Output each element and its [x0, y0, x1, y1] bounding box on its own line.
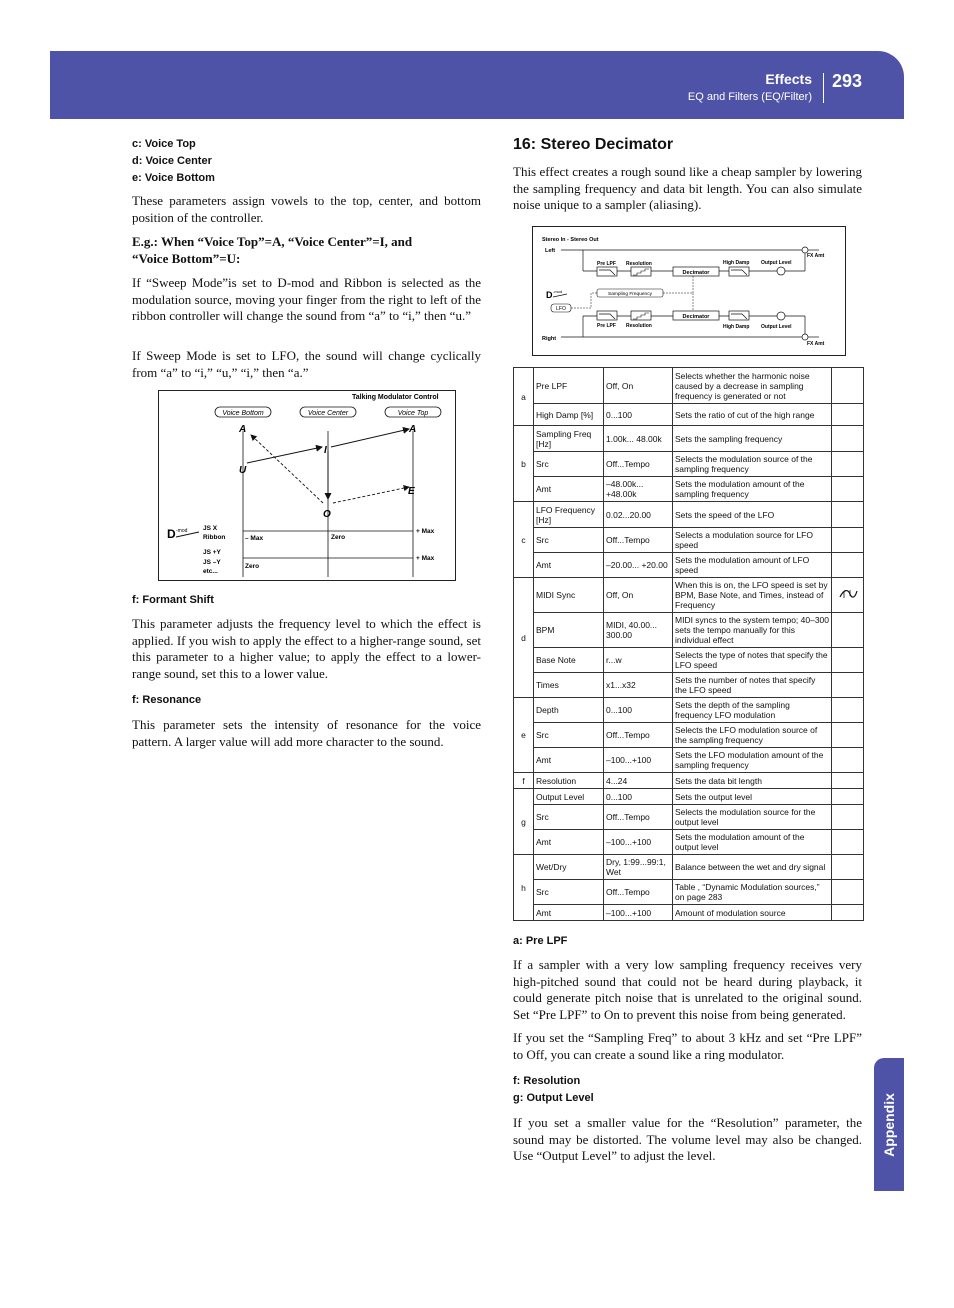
bottom-pre-lpf-label: Pre LPF — [597, 323, 616, 329]
appendix-tab-label: Appendix — [881, 1092, 897, 1157]
param-desc-cell: Sets the depth of the sampling frequency LFO modulation — [673, 698, 832, 723]
label-zero-1: Zero — [331, 534, 346, 541]
src-ribbon: Ribbon — [203, 534, 226, 541]
param-value-cell: 0...100 — [604, 789, 673, 805]
icon-cell — [832, 613, 864, 648]
voice-bottom-label: Voice Bottom — [222, 410, 264, 417]
dmod-d-diagram: D — [546, 290, 553, 300]
param-name-cell: Amt — [534, 477, 604, 502]
dmod-d: D — [167, 527, 176, 541]
vowel-a-left: A — [239, 424, 247, 435]
param-value-cell: Off...Tempo — [604, 723, 673, 748]
param-value-cell: r...w — [604, 648, 673, 673]
param-desc-cell: Sets the modulation amount of the output level — [673, 830, 832, 855]
param-name-cell: Amt — [534, 830, 604, 855]
section-title: Effects — [765, 71, 812, 87]
table-row — [514, 905, 864, 921]
table-row — [514, 673, 864, 698]
arrow-o-to-a — [251, 435, 323, 503]
top-output-level-knob — [777, 267, 785, 275]
formant-shift-text: This parameter adjusts the frequency level to which the effect is applied. If you wish to apply the effect to a higher-range sound, set this parameter to a higher value; to apply the effect to a lower-range sound, set this to a lower value. — [132, 616, 481, 681]
dmod-sub-diagram: -mod — [553, 289, 563, 294]
formant-shift-heading: f: Formant Shift — [132, 594, 214, 606]
param-name-cell: Resolution — [534, 773, 604, 789]
param-desc-cell: Sets the number of notes that specify the LFO speed — [673, 673, 832, 698]
param-desc-cell: MIDI syncs to the system tempo; 40–300 sets the tempo manually for this individual effect — [673, 613, 832, 648]
talking-modulator-svg — [159, 391, 455, 580]
icon-cell — [832, 502, 864, 528]
icon-cell — [832, 698, 864, 723]
param-name-cell: Times — [534, 673, 604, 698]
icon-cell — [832, 426, 864, 452]
table-row — [514, 426, 864, 452]
param-name-cell: Amt — [534, 905, 604, 921]
param-desc-cell: Selects the LFO modulation source of the sampling frequency — [673, 723, 832, 748]
param-value-cell: x1...x32 — [604, 673, 673, 698]
table-row — [514, 404, 864, 426]
param-name-cell: Depth — [534, 698, 604, 723]
param-value-cell: MIDI, 40.00... 300.00 — [604, 613, 673, 648]
table-row — [514, 528, 864, 553]
top-output-level-label: Output Level — [761, 260, 792, 266]
bottom-high-damp-block — [729, 311, 749, 320]
param-name-cell: Output Level — [534, 789, 604, 805]
icon-cell — [832, 789, 864, 805]
table-row — [514, 648, 864, 673]
param-name-cell: Src — [534, 528, 604, 553]
param-name-cell: Src — [534, 805, 604, 830]
param-name-cell: Amt — [534, 748, 604, 773]
heading-voice-top: c: Voice Top — [132, 138, 196, 150]
voice-params-text: These parameters assign vowels to the top, center, and bottom position of the controller. — [132, 193, 481, 225]
top-resolution-label: Resolution — [626, 261, 652, 267]
arrow-u-to-i — [247, 447, 322, 463]
header-divider — [823, 73, 824, 103]
group-cell: d — [514, 578, 534, 698]
resolution-output-text: If you set a smaller value for the “Resolution” parameter, the sound may be distorted. The volume level may also be changed. Use “Output Level” to adjust the level. — [513, 1115, 862, 1163]
table-row — [514, 880, 864, 905]
label-minus-max: – Max — [245, 535, 264, 542]
icon-cell — [832, 404, 864, 426]
bottom-resolution-label: Resolution — [626, 323, 652, 329]
right-label: Right — [542, 336, 557, 342]
lfo-mod-line — [571, 293, 597, 308]
param-name-cell: LFO Frequency [Hz] — [534, 502, 604, 528]
param-value-cell: Off, On — [604, 578, 673, 613]
talking-modulator-figure — [158, 390, 456, 581]
stereo-decimator-intro: This effect creates a rough sound like a cheap sampler by lowering the sampling frequency and data bit length. You can also simulate noise unique to a sampler (aliasing). — [513, 164, 862, 212]
param-value-cell: Off...Tempo — [604, 880, 673, 905]
table-row — [514, 698, 864, 723]
param-name-cell: High Damp [%] — [534, 404, 604, 426]
parameter-table — [513, 367, 864, 921]
param-desc-cell: Sets the sampling frequency — [673, 426, 832, 452]
group-cell: c — [514, 502, 534, 578]
heading-output-level: g: Output Level — [513, 1092, 594, 1104]
param-value-cell: –100...+100 — [604, 748, 673, 773]
decimator-svg — [533, 227, 845, 355]
icon-cell — [832, 452, 864, 477]
table-row — [514, 452, 864, 477]
bottom-output-level-knob — [777, 312, 785, 320]
param-name-cell: Base Note — [534, 648, 604, 673]
stereo-decimator-diagram — [532, 226, 846, 356]
label-zero-2: Zero — [245, 563, 260, 570]
bottom-mix-node — [802, 334, 808, 340]
stereo-decimator-title: 16: Stereo Decimator — [513, 136, 674, 153]
fig-title: Talking Modulator Control — [352, 394, 439, 401]
io-label: Stereo In - Stereo Out — [542, 237, 599, 243]
sampling-freq-mod-line — [663, 276, 693, 311]
param-desc-cell: When this is on, the LFO speed is set by BPM, Base Note, and Times, instead of Frequency — [673, 578, 832, 613]
icon-cell — [832, 673, 864, 698]
icon-cell — [832, 880, 864, 905]
param-desc-cell: Sets the ratio of cut of the high range — [673, 404, 832, 426]
resonance-text: This parameter sets the intensity of resonance for the voice pattern. A larger value will add more character to the sound. — [132, 717, 481, 749]
param-value-cell: 0.02...20.00 — [604, 502, 673, 528]
param-desc-cell: Sets the modulation amount of the sampling frequency — [673, 477, 832, 502]
icon-cell — [832, 477, 864, 502]
vowel-a-right: A — [409, 424, 417, 435]
table-row — [514, 553, 864, 578]
vowel-i: I — [324, 445, 327, 456]
pre-lpf-text-2: If you set the “Sampling Freq” to about 3 kHz and set “Pre LPF” to Off, you can create a sound like a ring modulator. — [513, 1030, 862, 1062]
param-value-cell: Off...Tempo — [604, 528, 673, 553]
table-row — [514, 502, 864, 528]
vowel-o: O — [323, 509, 331, 520]
param-desc-cell: Balance between the wet and dry signal — [673, 855, 832, 880]
param-desc-cell: Selects whether the harmonic noise caused by a decrease in sampling frequency is generated or not — [673, 368, 832, 404]
param-desc-cell: Sets the speed of the LFO — [673, 502, 832, 528]
table-row — [514, 789, 864, 805]
param-value-cell: –100...+100 — [604, 905, 673, 921]
param-name-cell: MIDI Sync — [534, 578, 604, 613]
param-value-cell: 4...24 — [604, 773, 673, 789]
vowel-u: U — [239, 465, 247, 476]
group-cell: g — [514, 789, 534, 855]
table-row — [514, 578, 864, 613]
resolution-output-heading — [513, 1073, 594, 1107]
param-value-cell: –100...+100 — [604, 830, 673, 855]
heading-resolution: f: Resolution — [513, 1075, 581, 1087]
top-decimator-label: Decimator — [682, 270, 710, 276]
heading-voice-bottom: e: Voice Bottom — [132, 172, 215, 184]
icon-cell — [832, 528, 864, 553]
icon-cell — [832, 648, 864, 673]
lfo-text: If Sweep Mode is set to LFO, the sound will change cyclically from “a” to “i,” “u,” “i,” then “a.” — [132, 348, 481, 380]
table-row — [514, 613, 864, 648]
src-js-minus-y: JS –Y — [203, 559, 221, 566]
group-cell: b — [514, 426, 534, 502]
param-name-cell: Amt — [534, 553, 604, 578]
param-name-cell: Wet/Dry — [534, 855, 604, 880]
table-row — [514, 830, 864, 855]
param-name-cell: BPM — [534, 613, 604, 648]
param-name-cell: Src — [534, 452, 604, 477]
group-cell: a — [514, 368, 534, 426]
heading-voice-center: d: Voice Center — [132, 155, 212, 167]
top-high-damp-block — [729, 267, 749, 276]
icon-cell — [832, 723, 864, 748]
subsection-title: EQ and Filters (EQ/Filter) — [687, 91, 812, 103]
appendix-tab[interactable] — [874, 1058, 904, 1191]
param-value-cell: 1.00k... 48.00k — [604, 426, 673, 452]
bottom-high-damp-label: High Damp — [723, 324, 750, 330]
bottom-pre-lpf-block — [597, 311, 617, 320]
group-cell: f — [514, 773, 534, 789]
page-header — [50, 51, 904, 119]
param-desc-cell: Table , “Dynamic Modulation sources,” on page 283 — [673, 880, 832, 905]
table-row — [514, 477, 864, 502]
top-pre-lpf-block — [597, 267, 617, 276]
param-value-cell: –48.00k... +48.00k — [604, 477, 673, 502]
icon-cell — [832, 905, 864, 921]
param-desc-cell: Selects the type of notes that specify the LFO speed — [673, 648, 832, 673]
param-desc-cell: Sets the output level — [673, 789, 832, 805]
top-fx-amt-label: FX Amt — [807, 253, 825, 259]
example-heading: E.g.: When “Voice Top”=A, “Voice Center”=I, and “Voice Bottom”=U: — [132, 234, 413, 266]
param-desc-cell: Selects the modulation source for the output level — [673, 805, 832, 830]
bottom-output-level-label: Output Level — [761, 324, 792, 330]
param-value-cell: –20.00... +20.00 — [604, 553, 673, 578]
left-label: Left — [545, 248, 556, 254]
label-plus-max-2: + Max — [416, 555, 435, 562]
table-row — [514, 773, 864, 789]
param-value-cell: Off, On — [604, 368, 673, 404]
icon-cell — [832, 553, 864, 578]
param-value-cell: Off...Tempo — [604, 805, 673, 830]
icon-cell — [832, 830, 864, 855]
label-plus-max-1: + Max — [416, 528, 435, 535]
voice-params-heading — [132, 136, 215, 187]
sampling-frequency-label: Sampling Frequency — [608, 292, 652, 297]
midi-sync-icon-cell — [832, 578, 864, 613]
param-value-cell: 0...100 — [604, 404, 673, 426]
sweep-mode-text: If “Sweep Mode”is set to D-mod and Ribbon is selected as the modulation source, moving your finger from the right to left of the ribbon controller will change the sound from “a” to “i,” then “u.” — [132, 275, 481, 323]
icon-cell — [832, 773, 864, 789]
param-desc-cell: Selects a modulation source for LFO speed — [673, 528, 832, 553]
icon-cell — [832, 368, 864, 404]
param-value-cell: 0...100 — [604, 698, 673, 723]
dmod-sub: -mod — [176, 528, 188, 534]
pre-lpf-heading: a: Pre LPF — [513, 935, 568, 947]
vowel-e: E — [408, 486, 415, 497]
group-cell: e — [514, 698, 534, 773]
param-name-cell: Src — [534, 723, 604, 748]
arrow-i-to-a — [331, 429, 409, 447]
voice-center-label: Voice Center — [307, 410, 349, 417]
param-desc-cell: Sets the LFO modulation amount of the sampling frequency — [673, 748, 832, 773]
src-etc: etc... — [203, 568, 218, 575]
resonance-heading: f: Resonance — [132, 694, 202, 706]
param-name-cell: Sampling Freq [Hz] — [534, 426, 604, 452]
lfo-label: LFO — [556, 306, 566, 312]
param-value-cell: Dry, 1:99...99:1, Wet — [604, 855, 673, 880]
tempo-sync-icon — [838, 588, 858, 600]
param-name-cell: Src — [534, 880, 604, 905]
table-row — [514, 748, 864, 773]
table-row — [514, 805, 864, 830]
bottom-decimator-label: Decimator — [682, 314, 710, 320]
group-cell: h — [514, 855, 534, 921]
icon-cell — [832, 748, 864, 773]
param-value-cell: Off...Tempo — [604, 452, 673, 477]
table-row — [514, 723, 864, 748]
src-js-x: JS X — [203, 525, 218, 532]
param-desc-cell: Selects the modulation source of the sampling frequency — [673, 452, 832, 477]
param-desc-cell: Sets the data bit length — [673, 773, 832, 789]
table-row — [514, 855, 864, 880]
bottom-fx-amt-label: FX Amt — [807, 341, 825, 347]
arrow-o-to-e — [333, 487, 409, 503]
icon-cell — [832, 855, 864, 880]
table-row — [514, 368, 864, 404]
top-pre-lpf-label: Pre LPF — [597, 261, 616, 267]
pre-lpf-text-1: If a sampler with a very low sampling frequency receives very high-pitched sound that could not be heard during playback, it could generate pitch noise that is unrelated to the original sound. Set “Pre LPF” to On to prevent this noise from being generated. — [513, 957, 862, 1022]
dmod-slope-diagram — [553, 294, 567, 297]
icon-cell — [832, 805, 864, 830]
top-high-damp-label: High Damp — [723, 260, 750, 266]
param-name-cell: Pre LPF — [534, 368, 604, 404]
page-number: 293 — [831, 71, 862, 91]
voice-top-label: Voice Top — [397, 410, 429, 417]
src-js-plus-y: JS +Y — [203, 549, 221, 556]
param-desc-cell: Sets the modulation amount of LFO speed — [673, 553, 832, 578]
param-desc-cell: Amount of modulation source — [673, 905, 832, 921]
